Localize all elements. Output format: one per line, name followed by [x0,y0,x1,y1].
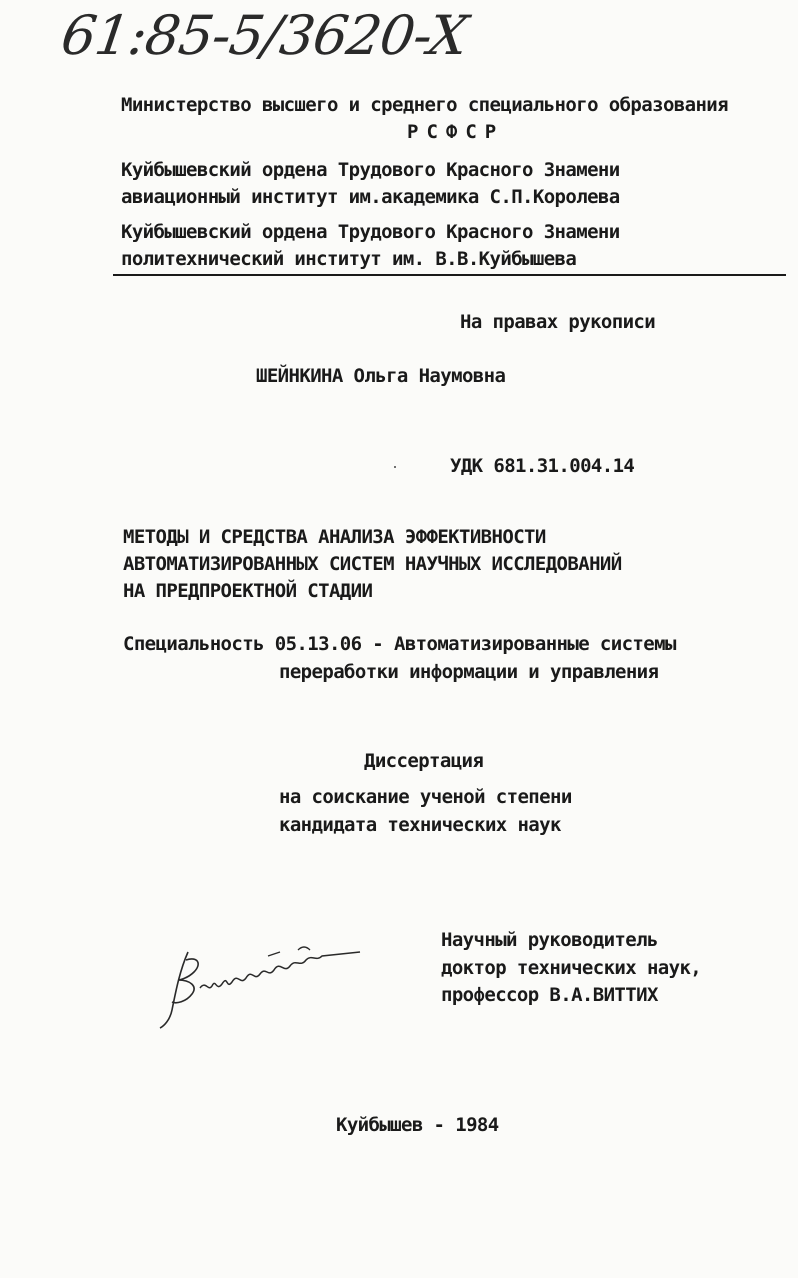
republic-line: РСФСР [407,121,505,143]
institute2-line1: Куйбышевский ордена Трудового Красного Знамени [121,221,620,243]
institute1-line1: Куйбышевский ордена Трудового Красного Знамени [121,159,620,181]
specialty-line1: Специальность 05.13.06 - Автоматизированные системы [123,633,676,655]
archive-number: 61:85-5/3620-X [57,4,472,67]
thesis-line2: кандидата технических наук [279,814,561,836]
supervisor-name: профессор В.А.ВИТТИХ [441,984,658,1006]
institute1-line2: авиационный институт им.академика С.П.Королева [121,186,620,208]
ink-dot [394,466,396,468]
supervisor-title: Научный руководитель [441,929,658,951]
specialty-line2: переработки информации и управления [279,661,659,683]
manuscript-note: На правах рукописи [460,311,656,333]
udc-code: УДК 681.31.004.14 [450,455,635,477]
title-line3: НА ПРЕДПРОЕКТНОЙ СТАДИИ [123,580,373,602]
city-year: Куйбышев - 1984 [336,1114,499,1136]
title-line1: МЕТОДЫ И СРЕДСТВА АНАЛИЗА ЭФФЕКТИВНОСТИ [123,526,546,548]
institute2-line2: политехнический институт им. В.В.Куйбышева [121,248,577,270]
supervisor-degree: доктор технических наук, [441,957,702,979]
author-name: ШЕЙНКИНА Ольга Наумовна [256,365,506,387]
title-line2: АВТОМАТИЗИРОВАННЫХ СИСТЕМ НАУЧНЫХ ИССЛЕДОВАНИЙ [123,553,622,575]
ministry-line: Министерство высшего и среднего специального образования [121,94,728,116]
thesis-line1: на соискание ученой степени [279,786,572,808]
header-divider [113,274,786,276]
handwritten-signature [150,930,370,1030]
thesis-type: Диссертация [364,750,484,772]
